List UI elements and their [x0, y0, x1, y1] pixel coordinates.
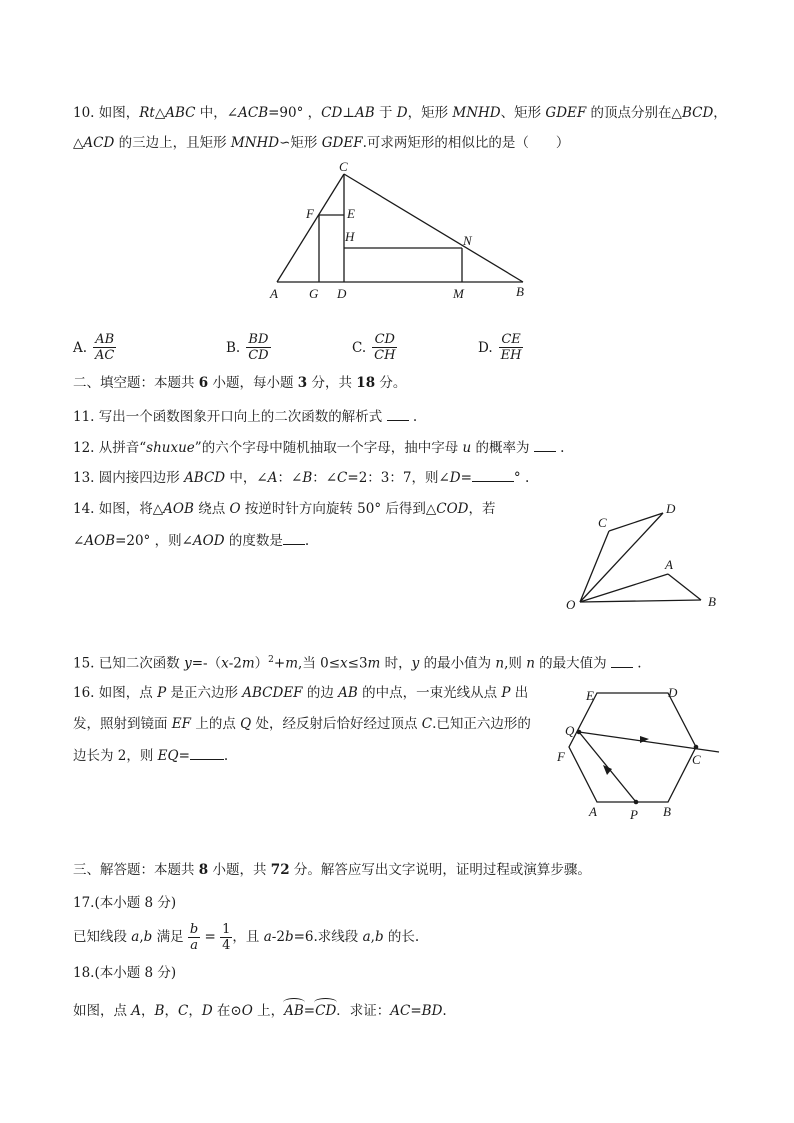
q10-var: CD [321, 105, 343, 121]
q10-text: △ [73, 135, 84, 151]
label-f: F [557, 749, 565, 764]
arc-cd: CD [315, 1003, 337, 1019]
section-2-heading: 二、填空题：本题共 6 小题，每小题 3 分，共 18 分。 [73, 375, 407, 391]
option-letter: B. [226, 339, 241, 356]
option-fraction: $\frac{BD}{CD}$ [248, 332, 269, 363]
answer-blank[interactable] [387, 406, 409, 421]
label-c: C [598, 515, 607, 530]
q11: 11. 写出一个函数图象开口向上的二次函数的解析式 . [73, 406, 417, 427]
label-d: D [337, 286, 347, 301]
option-letter: C. [352, 339, 367, 356]
q16-line2: 发，照射到镜面 EF 上的点 Q 处，经反射后恰好经过顶点 C.已知正六边形的 [73, 716, 531, 732]
q10-var: AB [355, 105, 375, 121]
q14-line2: ∠AOB=20° ，则∠AOD 的度数是 . [73, 530, 309, 551]
label-d: D [666, 501, 676, 516]
q16-line1: 16. 如图，点 P 是正六边形 ABCDEF 的边 AB 的中点，一束光线从点 P 出 [73, 685, 529, 701]
option-letter: A. [73, 339, 88, 356]
q10-triangle-figure [260, 158, 540, 303]
answer-blank[interactable] [190, 745, 224, 760]
q10-text: ⊥ [342, 105, 355, 121]
q10-text: 于 [374, 105, 397, 121]
q18-heading: 18.(本小题 8 分) [73, 965, 177, 981]
option-d[interactable] [478, 332, 523, 363]
label-c: C [339, 159, 348, 174]
answer-blank[interactable] [472, 467, 514, 482]
segment-ab [668, 574, 701, 600]
q14-line1: 14. 如图，将△AOB 绕点 O 按逆时针方向旋转 50° 后得到△COD，若 [73, 501, 496, 517]
label-p: P [630, 807, 638, 822]
label-b: B [708, 594, 716, 609]
option-fraction: $\frac{CE}{EH}$ [500, 332, 522, 363]
option-fraction: $\frac{CD}{CH}$ [374, 332, 396, 363]
option-fraction: $\frac{AB}{AC}$ [95, 332, 115, 363]
q10-line2 [73, 133, 569, 153]
q10-text: ， [713, 105, 727, 121]
q10-var: GDEF [321, 135, 363, 151]
q10-text: 的顶点分别在△ [586, 105, 682, 121]
q10-text: △ [154, 105, 166, 121]
q10-line1 [73, 103, 727, 123]
hexagon-abcdef [569, 693, 696, 802]
q15: 15. 已知二次函数 $y=-(x-2m)^2+m$,当 0≤x≤3m 时，y 的最小值为 n,则 n 的最大值为 . [73, 650, 642, 674]
q10-var: GDEF [545, 105, 587, 121]
arc-ab: AB [284, 1003, 304, 1019]
option-c[interactable] [352, 332, 397, 363]
option-letter: D. [478, 339, 493, 356]
label-g: G [309, 286, 319, 301]
q17-body: 已知线段 a,b 满足 $\frac{b}{a}$ = $\frac{1}{4}$ ，且 a-2b=6.求线段 a,b 的长. [73, 922, 420, 953]
ratio-fraction-left: $\frac{b}{a}$ [189, 922, 199, 953]
label-a: A [665, 557, 673, 572]
label-b: B [663, 804, 671, 819]
label-n: N [463, 233, 472, 248]
q14-rotation-figure [560, 498, 730, 616]
point-p [634, 800, 639, 805]
segment-oc [580, 531, 609, 602]
q10-var: BCD [681, 105, 714, 121]
q10-text: 的三边上，且矩形 [114, 135, 231, 151]
segment-ob [580, 600, 701, 602]
label-e: E [586, 688, 594, 703]
q10-var: ABC [165, 105, 196, 121]
q16-hexagon-figure [552, 683, 724, 823]
q10-text: 中，∠ [195, 105, 239, 121]
q10-var: ACB [238, 105, 269, 121]
point-q [577, 730, 582, 735]
q10-var: MNHD [452, 105, 501, 121]
label-a: A [589, 804, 597, 819]
ratio-fraction-right: $\frac{1}{4}$ [222, 922, 231, 953]
q10-text: ，矩形 [407, 105, 453, 121]
segment-ac [277, 174, 344, 282]
label-o: O [566, 597, 576, 612]
q16-line3: 边长为 2，则 EQ= . [73, 745, 228, 766]
label-d: D [668, 685, 678, 700]
q10-text: 10. 如图， [73, 105, 140, 121]
label-b: B [516, 284, 524, 299]
answer-blank[interactable] [611, 653, 633, 668]
q10-var: D [396, 105, 408, 121]
reflected-ray-qc [579, 732, 719, 752]
q10-text: .可求两矩形的相似比的是（ ） [362, 135, 570, 151]
label-e: E [347, 206, 355, 221]
q12: 12. 从拼音“shuxue”的六个字母中随机抽取一个字母，抽中字母 u 的概率为 . [73, 437, 564, 458]
q10-text: ∽矩形 [279, 135, 322, 151]
label-h: H [345, 229, 355, 244]
q10-var: Rt [139, 105, 155, 121]
q10-var: MNHD [230, 135, 280, 151]
label-f: F [306, 206, 314, 221]
label-q: Q [565, 723, 575, 738]
q13: 13. 圆内接四边形 ABCD 中，∠A：∠B：∠C=2：3：7，则∠D= ° . [73, 467, 529, 488]
option-b[interactable] [226, 332, 271, 363]
answer-blank[interactable] [534, 437, 556, 452]
answer-blank[interactable] [283, 530, 305, 545]
q18-body: 如图，点 A，B，C，D 在⊙O 上，AB=CD．求证：AC=BD. [73, 1003, 447, 1019]
point-c [694, 745, 699, 750]
label-m: M [453, 286, 464, 301]
q10-text: =90° ， [268, 105, 322, 121]
q10-var: ACD [83, 135, 115, 151]
q10-text: 、矩形 [500, 105, 546, 121]
section-3-heading: 三、解答题：本题共 8 小题，共 72 分。解答应写出文字说明，证明过程或演算步骤。 [73, 862, 591, 878]
segment-cb [344, 174, 523, 282]
label-c: C [692, 752, 701, 767]
q17-heading: 17.(本小题 8 分) [73, 895, 177, 911]
option-a[interactable] [73, 332, 116, 363]
label-a: A [270, 286, 278, 301]
